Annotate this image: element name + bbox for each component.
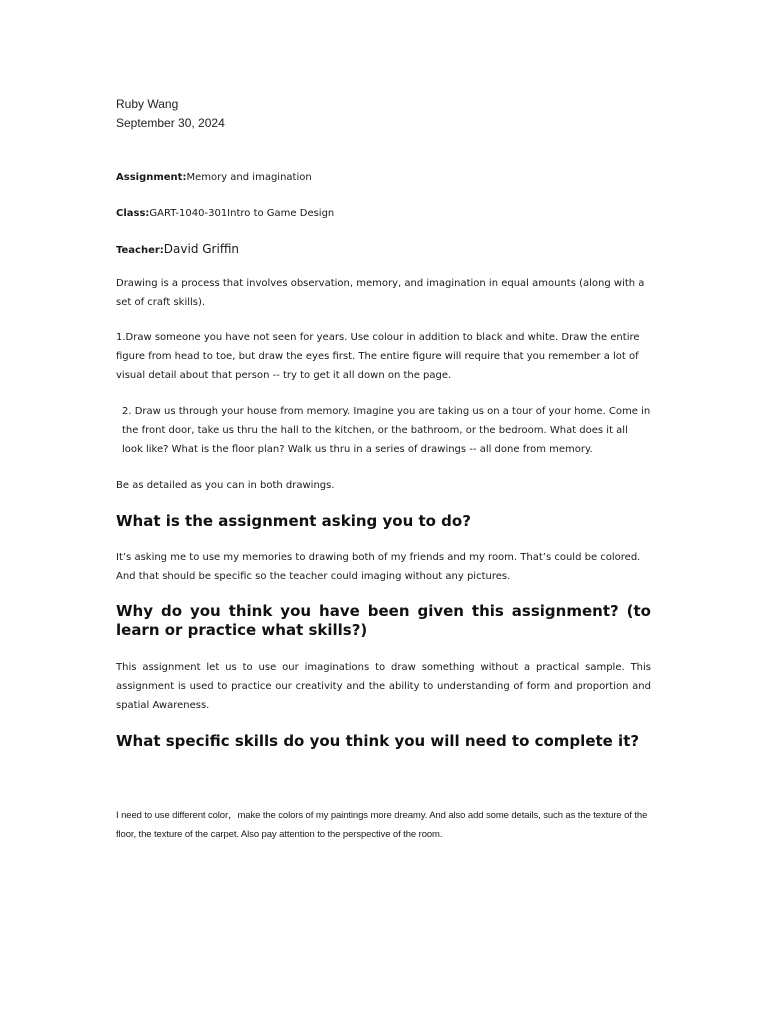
teacher-label: Teacher:: [116, 245, 164, 256]
question-heading-3: What specific skills do you think you will need to complete it?: [116, 732, 640, 750]
document-date: September 30, 2024: [116, 116, 225, 130]
prompt-item-2: 2. Draw us through your house from memory. Imagine you are taking us on a tour of your home. Come in the front door, take us thru the hall to the kitchen, or the bathroom, or the bedroom. What does it all look like? What is the floor plan? Walk us thru in a series of drawings -- all done from memory.: [122, 406, 651, 455]
prompt-closing: Be as detailed as you can in both drawings.: [116, 480, 335, 491]
question-heading-2: Why do you think you have been given this assignment? (to learn or practice what skills?): [116, 602, 651, 639]
assignment-label: Assignment:: [116, 172, 187, 183]
teacher-line: [116, 240, 651, 260]
question-heading-1: What is the assignment asking you to do?: [116, 512, 471, 530]
teacher-value: David Griffin: [163, 242, 240, 256]
class-value: GART-1040-301Intro to Game Design: [149, 208, 335, 219]
prompt-item-1: 1.Draw someone you have not seen for years. Use colour in addition to black and white. Draw the entire figure from head to toe, but draw the eyes first. The entire figure will require that you remember a lot of visual detail about that person -- try to get it all down on the page.: [116, 332, 640, 381]
answer-1: It’s asking me to use my memories to drawing both of my friends and my room. That’s could be colored. And that should be specific so the teacher could imaging without any pictures.: [116, 552, 641, 582]
author-name: Ruby Wang: [116, 97, 179, 111]
answer-2: This assignment let us to use our imaginations to draw something without a practical sample. This assignment is used to practice our creativity and the ability to understanding of form and proportion and spatial Awareness.: [116, 662, 651, 711]
assignment-value: Memory and imagination: [186, 172, 312, 183]
prompt-intro: Drawing is a process that involves observation, memory, and imagination in equal amounts (along with a set of craft skills).: [116, 278, 645, 308]
class-line: [116, 204, 651, 223]
answer-3: I need to use different color，make the colors of my paintings more dreamy. And also add some details, such as the texture of the floor, the texture of the carpet. Also pay attention to the perspective of the room.: [116, 810, 648, 840]
class-label: Class:: [116, 208, 150, 219]
assignment-line: [116, 168, 651, 187]
